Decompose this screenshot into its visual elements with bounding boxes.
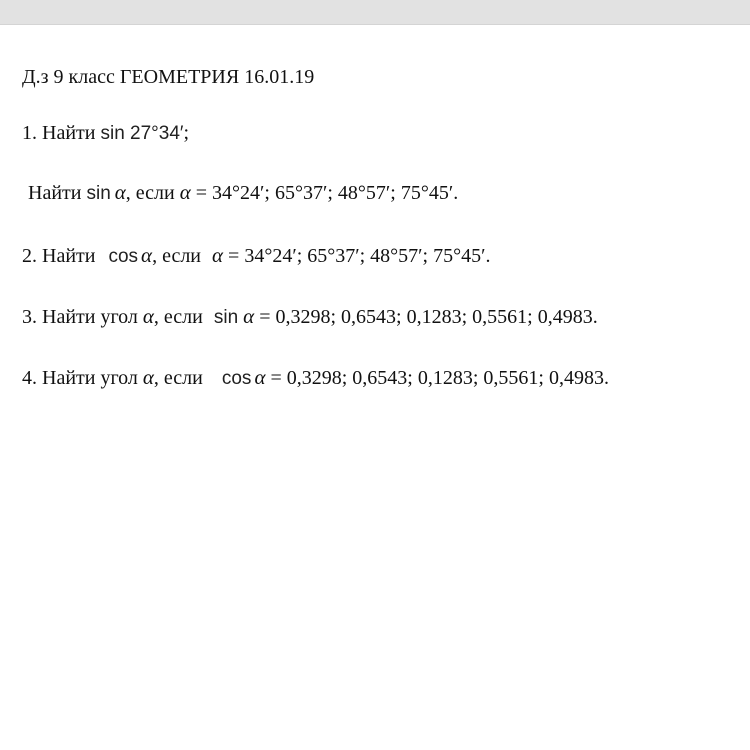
task-1 [22,121,189,146]
task-1-function: sin [100,123,125,144]
task-1-prefix: 1. Найти [22,122,101,144]
task-1b-prefix: Найти [28,182,87,204]
task-2-condition: , если [152,245,207,267]
task-2-prefix: 2. Найти [22,245,101,267]
task-2-variable-2: α [212,243,224,267]
task-2-values: = 34°24′; 65°37′; 48°57′; 75°45′. [223,245,491,267]
task-4-variable-2: α [254,365,266,389]
window-top-bar [0,0,750,25]
task-3-values: = 0,3298; 0,6543; 0,1283; 0,5561; 0,4983. [254,306,598,328]
task-3-function: sin [213,307,239,328]
task-1-suffix: ; [183,122,190,144]
task-3-variable-2: α [243,304,255,328]
task-1-argument: 27°34′ [124,123,184,144]
task-2-function: cos [108,246,139,267]
document-title: Д.з 9 класс ГЕОМЕТРИЯ 16.01.19 [22,66,315,88]
task-1b-values: = 34°24′; 65°37′; 48°57′; 75°45′. [190,182,459,204]
task-1b-variable: α [114,180,126,204]
task-4-function: cos [221,368,252,389]
task-4-condition: , если [153,367,208,389]
task-3-variable: α [142,304,154,328]
task-4-values: = 0,3298; 0,6543; 0,1283; 0,5561; 0,4983. [265,367,609,389]
task-1b-function: sin [86,183,111,204]
task-4-prefix: 4. Найти угол [22,367,143,389]
document-page [0,25,750,750]
task-3-prefix: 3. Найти угол [22,306,143,328]
task-2-variable: α [141,243,153,267]
task-2 [22,243,491,269]
task-4 [22,365,609,391]
task-4-variable: α [142,365,154,389]
task-1b-variable-2: α [179,180,191,204]
task-1b [28,180,458,206]
task-1b-condition: , если [125,182,180,204]
task-3-condition: , если [153,306,208,328]
task-3 [22,304,598,330]
